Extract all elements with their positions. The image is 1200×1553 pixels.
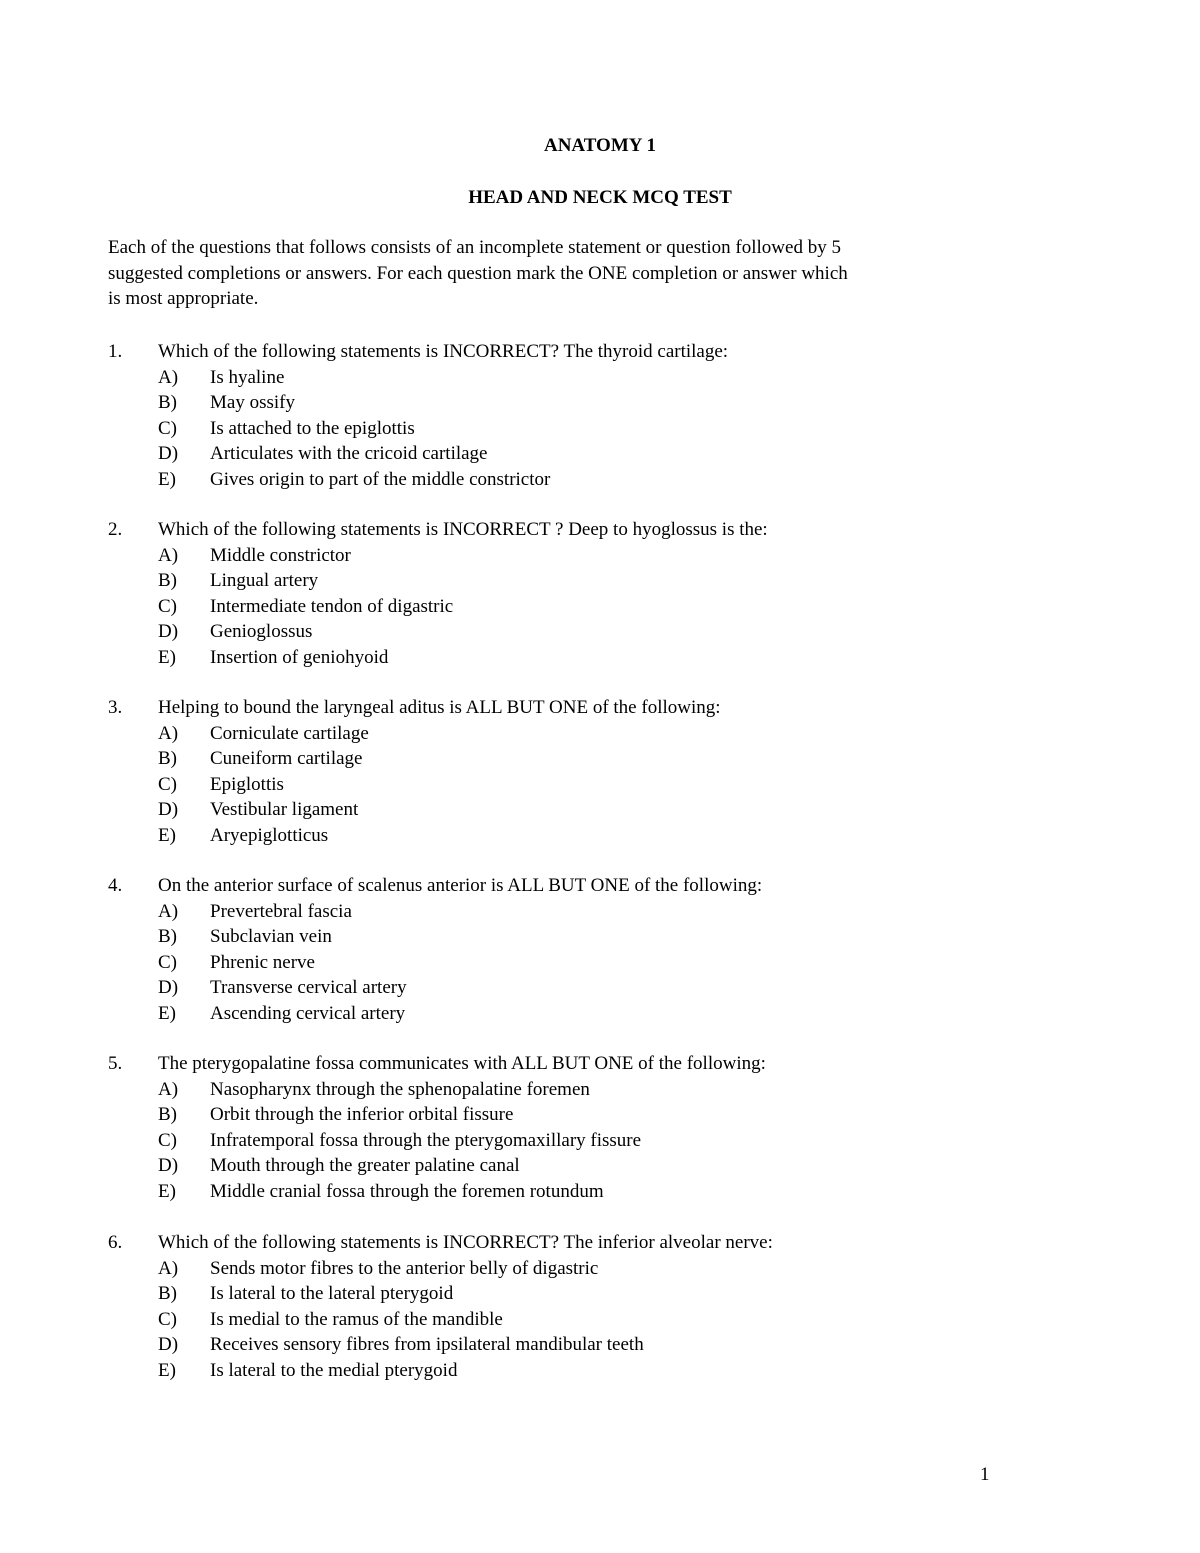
question-item bbox=[108, 517, 1108, 670]
option-letter: A) bbox=[158, 366, 179, 388]
option-text: Vestibular ligament bbox=[210, 799, 359, 820]
option-text: Middle cranial fossa through the foremen rotundum bbox=[210, 1180, 604, 1202]
option-text: Is attached to the epiglottis bbox=[210, 417, 415, 439]
option-letter: A) bbox=[158, 900, 179, 922]
option-letter: E) bbox=[158, 468, 176, 490]
answer-option bbox=[108, 1332, 1108, 1358]
question-stem bbox=[108, 517, 1108, 543]
option-text: Phrenic nerve bbox=[210, 951, 315, 973]
option-letter: D) bbox=[158, 977, 179, 998]
answer-option bbox=[108, 568, 1108, 594]
answer-option bbox=[108, 1077, 1108, 1103]
question-text: The pterygopalatine fossa communicates with ALL BUT ONE of the following: bbox=[158, 1053, 766, 1074]
option-letter: D) bbox=[158, 621, 179, 642]
answer-option bbox=[108, 441, 1108, 467]
question-text: On the anterior surface of scalenus anterior is ALL BUT ONE of the following: bbox=[158, 875, 763, 896]
option-text: Corniculate cartilage bbox=[210, 722, 369, 744]
option-text: Nasopharynx through the sphenopalatine foremen bbox=[210, 1078, 590, 1100]
option-letter: A) bbox=[158, 1078, 179, 1100]
answer-option bbox=[108, 645, 1108, 671]
option-letter: B) bbox=[158, 748, 177, 769]
answer-option bbox=[108, 1128, 1108, 1154]
question-item bbox=[108, 1230, 1108, 1383]
option-letter: E) bbox=[158, 1180, 176, 1202]
option-letter: D) bbox=[158, 1155, 179, 1176]
question-text: Which of the following statements is INCORRECT ? Deep to hyoglossus is the: bbox=[158, 519, 768, 540]
answer-option bbox=[108, 1001, 1108, 1027]
option-letter: B) bbox=[158, 926, 177, 947]
answer-option bbox=[108, 390, 1108, 416]
option-letter: B) bbox=[158, 570, 177, 591]
answer-option bbox=[108, 1256, 1108, 1282]
option-letter: D) bbox=[158, 1334, 179, 1355]
answer-option bbox=[108, 899, 1108, 925]
answer-option bbox=[108, 924, 1108, 950]
question-stem bbox=[108, 1230, 1108, 1256]
option-text: Infratemporal fossa through the pterygomaxillary fissure bbox=[210, 1129, 642, 1151]
option-letter: A) bbox=[158, 544, 179, 566]
option-text: May ossify bbox=[210, 392, 295, 413]
question-item bbox=[108, 339, 1108, 492]
option-text: Is hyaline bbox=[210, 366, 285, 388]
answer-option bbox=[108, 797, 1108, 823]
answer-option bbox=[108, 1358, 1108, 1384]
option-text: Ascending cervical artery bbox=[210, 1002, 406, 1024]
question-item bbox=[108, 873, 1108, 1026]
question-number: 1. bbox=[108, 341, 123, 362]
option-text: Lingual artery bbox=[210, 570, 319, 591]
option-letter: D) bbox=[158, 799, 179, 820]
answer-option bbox=[108, 1102, 1108, 1128]
option-text: Aryepiglotticus bbox=[210, 824, 329, 846]
answer-option bbox=[108, 1307, 1108, 1333]
answer-option bbox=[108, 416, 1108, 442]
instructions-paragraph: Each of the questions that follows consists of an incomplete statement or question followed by 5 suggested completions or answers. For each question mark the ONE completion or answer which is most appropriate. bbox=[108, 237, 848, 309]
question-text: Which of the following statements is INCORRECT? The inferior alveolar nerve: bbox=[158, 1232, 773, 1253]
option-letter: E) bbox=[158, 824, 176, 846]
question-item bbox=[108, 1051, 1108, 1204]
option-text: Subclavian vein bbox=[210, 926, 332, 947]
question-number: 2. bbox=[108, 519, 123, 540]
option-text: Cuneiform cartilage bbox=[210, 748, 363, 769]
option-text: Middle constrictor bbox=[210, 544, 351, 566]
option-text: Mouth through the greater palatine canal bbox=[210, 1155, 520, 1176]
answer-option bbox=[108, 721, 1108, 747]
option-letter: C) bbox=[158, 951, 177, 973]
answer-option bbox=[108, 975, 1108, 1001]
option-text: Is lateral to the medial pterygoid bbox=[210, 1359, 458, 1381]
option-text: Is lateral to the lateral pterygoid bbox=[210, 1283, 454, 1304]
answer-option bbox=[108, 772, 1108, 798]
question-number: 5. bbox=[108, 1053, 123, 1074]
option-text: Orbit through the inferior orbital fissure bbox=[210, 1104, 514, 1125]
answer-option bbox=[108, 1153, 1108, 1179]
option-text: Gives origin to part of the middle constrictor bbox=[210, 468, 551, 490]
option-letter: B) bbox=[158, 1104, 177, 1125]
option-letter: D) bbox=[158, 443, 179, 464]
option-text: Insertion of geniohyoid bbox=[210, 646, 389, 668]
question-number: 6. bbox=[108, 1232, 123, 1253]
option-text: Sends motor fibres to the anterior belly of digastric bbox=[210, 1257, 599, 1279]
question-stem bbox=[108, 873, 1108, 899]
option-letter: B) bbox=[158, 392, 177, 413]
option-text: Transverse cervical artery bbox=[210, 977, 407, 998]
question-number: 4. bbox=[108, 875, 123, 896]
question-stem bbox=[108, 1051, 1108, 1077]
option-letter: E) bbox=[158, 1359, 176, 1381]
option-letter: C) bbox=[158, 773, 177, 795]
option-text: Receives sensory fibres from ipsilateral mandibular teeth bbox=[210, 1334, 644, 1355]
option-letter: A) bbox=[158, 722, 179, 744]
answer-option bbox=[108, 594, 1108, 620]
question-text: Helping to bound the laryngeal aditus is ALL BUT ONE of the following: bbox=[158, 697, 721, 718]
answer-option bbox=[108, 823, 1108, 849]
option-letter: C) bbox=[158, 417, 177, 439]
option-text: Prevertebral fascia bbox=[210, 900, 352, 922]
option-letter: C) bbox=[158, 1308, 177, 1330]
question-item bbox=[108, 695, 1108, 848]
answer-option bbox=[108, 1281, 1108, 1307]
question-stem bbox=[108, 695, 1108, 721]
option-letter: C) bbox=[158, 1129, 177, 1151]
page-number: 1 bbox=[980, 1464, 990, 1485]
option-text: Intermediate tendon of digastric bbox=[210, 595, 454, 617]
document-title: ANATOMY 1 bbox=[543, 135, 657, 156]
option-text: Is medial to the ramus of the mandible bbox=[210, 1308, 503, 1330]
option-text: Epiglottis bbox=[210, 773, 284, 795]
answer-option bbox=[108, 467, 1108, 493]
answer-option bbox=[108, 619, 1108, 645]
document-subtitle: HEAD AND NECK MCQ TEST bbox=[468, 187, 732, 208]
question-text: Which of the following statements is INCORRECT? The thyroid cartilage: bbox=[158, 341, 729, 362]
option-letter: C) bbox=[158, 595, 177, 617]
option-text: Articulates with the cricoid cartilage bbox=[210, 443, 488, 464]
question-number: 3. bbox=[108, 697, 123, 718]
option-letter: E) bbox=[158, 1002, 176, 1024]
answer-option bbox=[108, 746, 1108, 772]
option-text: Genioglossus bbox=[210, 621, 313, 642]
answer-option bbox=[108, 950, 1108, 976]
answer-option bbox=[108, 365, 1108, 391]
option-letter: B) bbox=[158, 1283, 177, 1304]
answer-option bbox=[108, 1179, 1108, 1205]
question-stem bbox=[108, 339, 1108, 365]
option-letter: E) bbox=[158, 646, 176, 668]
option-letter: A) bbox=[158, 1257, 179, 1279]
answer-option bbox=[108, 543, 1108, 569]
